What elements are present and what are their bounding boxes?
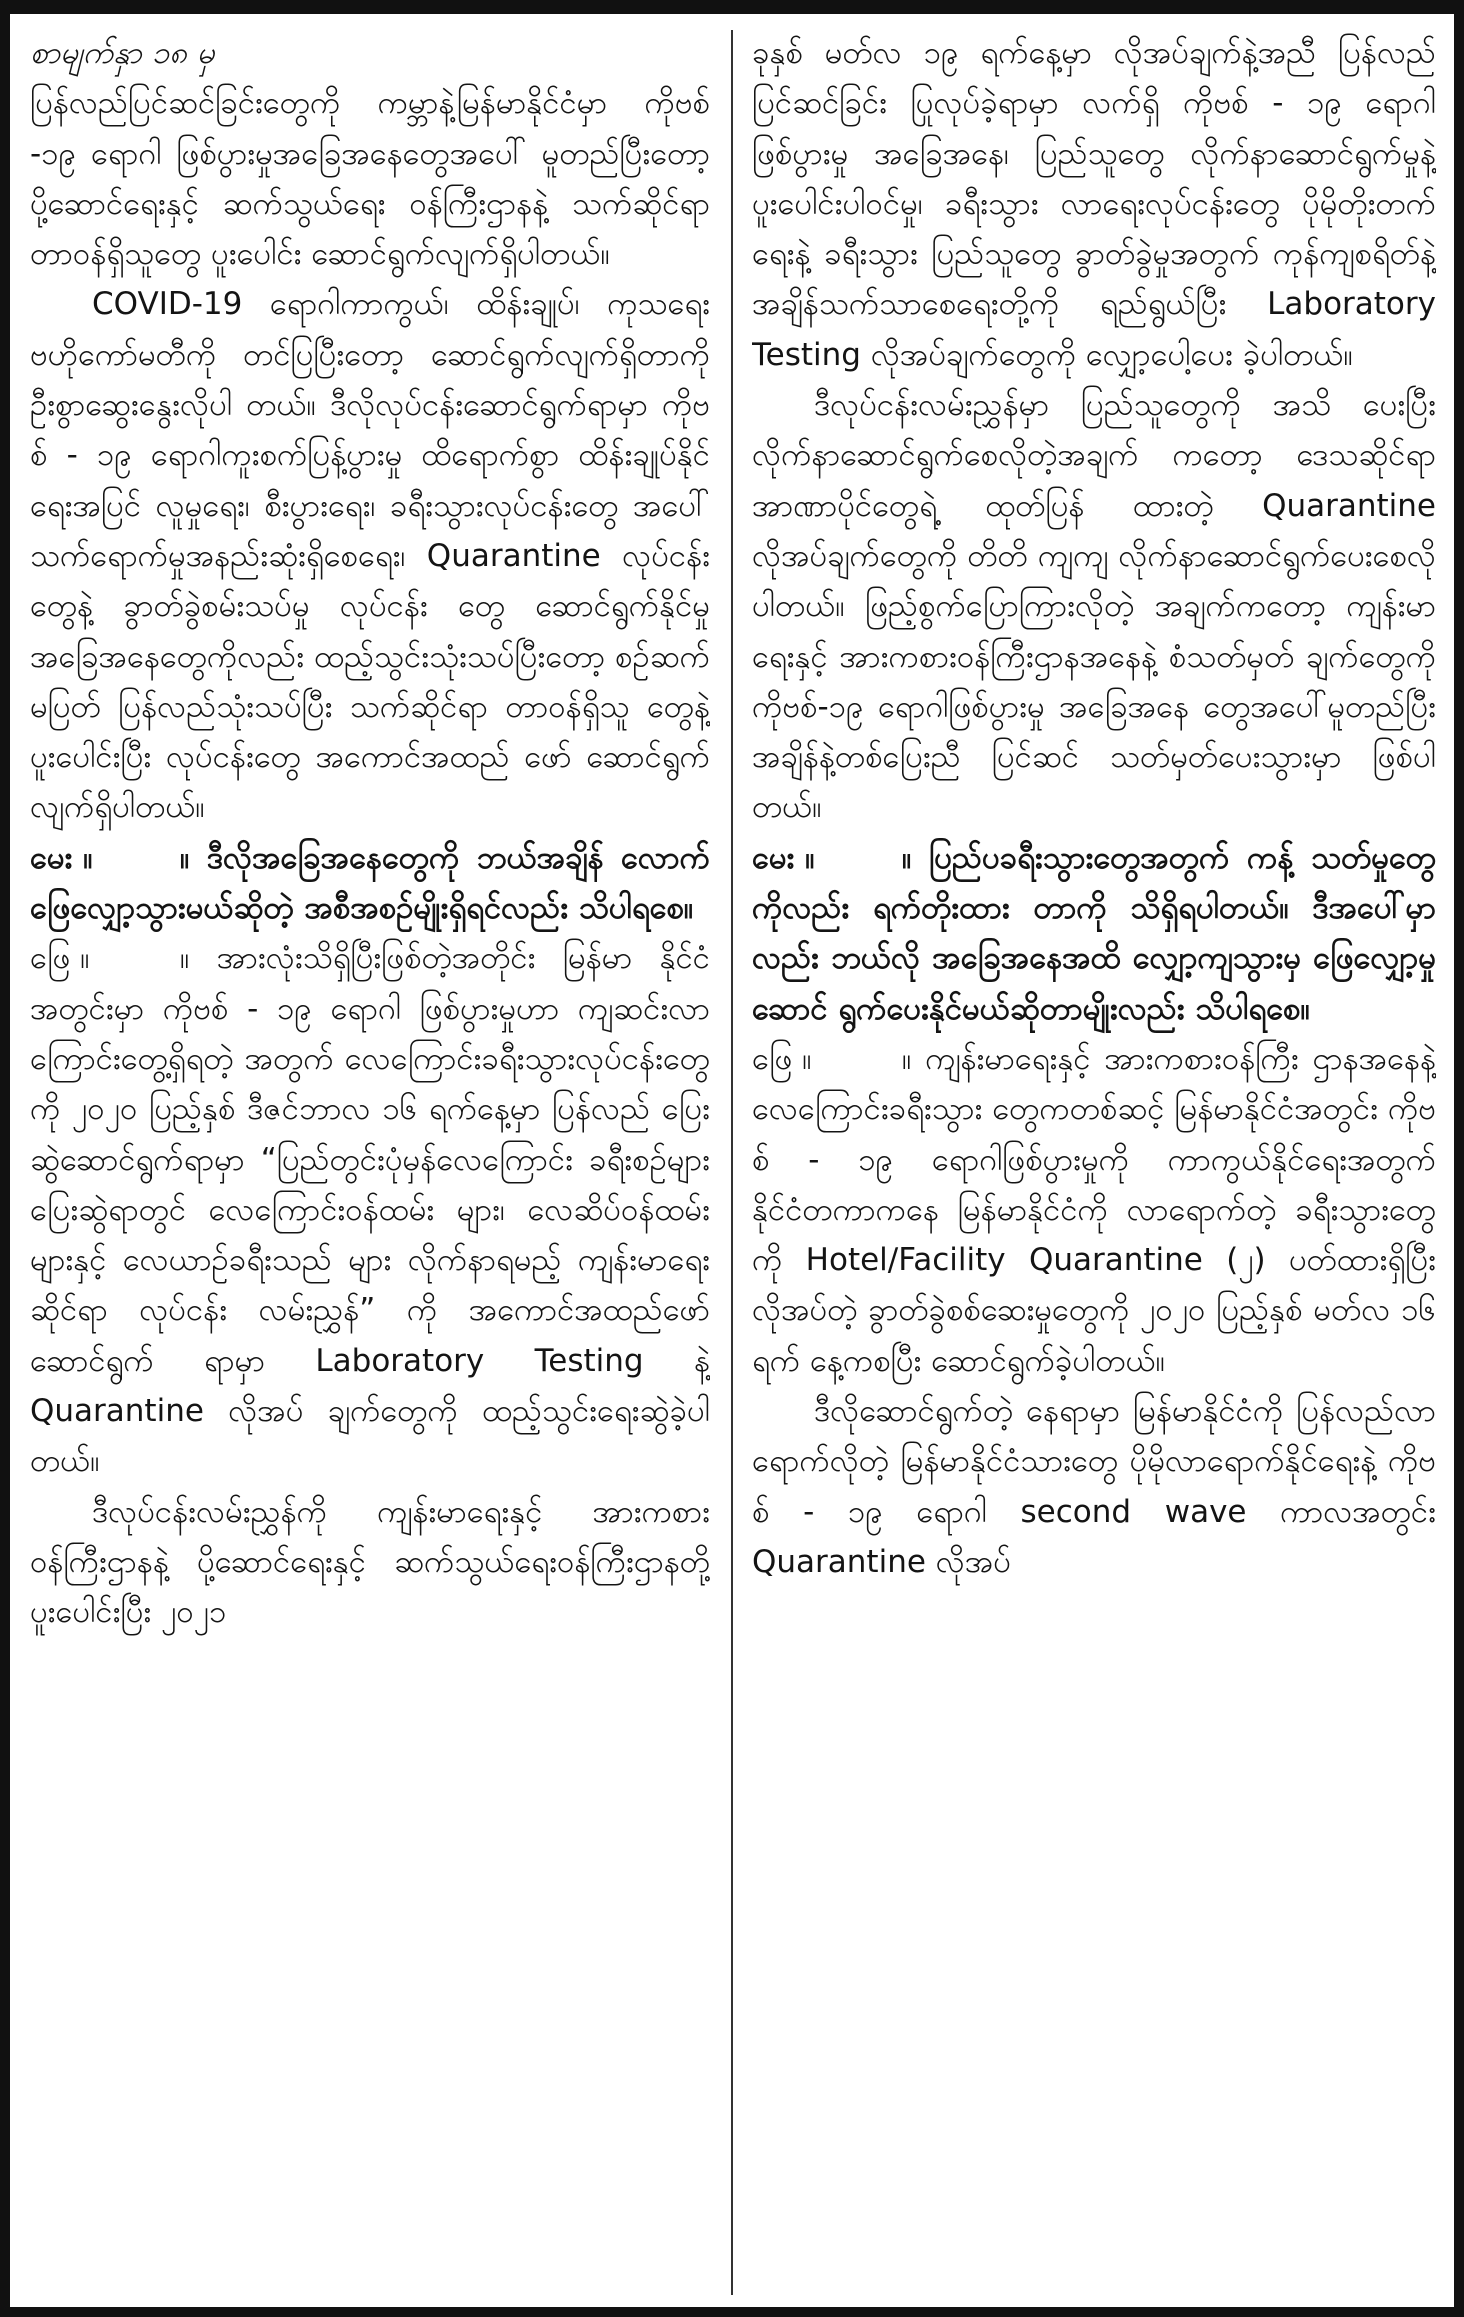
bottom-border: [0, 2307, 1464, 2317]
right-column: [752, 28, 1436, 2293]
answer-label: ဖြေ ။: [752, 1040, 812, 1077]
left-answer: [30, 933, 710, 1486]
question-label: မေး ။: [30, 839, 93, 876]
right-paragraph-3: ဒီလိုဆောင်ရွက်တဲ့ နေရာမှာ မြန်မာနိုင်ငံကို ပြန်လည်လာရောက်လိုတဲ့ မြန်မာနိုင်ငံသားတွေ ပိုမိုလာရောက်နိုင်ရေးနဲ့ ကိုဗစ် - ၁၉ ရောဂါ second wave ကာလအတွင်း Quarantine လိုအပ်: [752, 1393, 1436, 1580]
answer-label: ဖြေ ။: [30, 940, 90, 977]
right-paragraph-2: ဒီလုပ်ငန်းလမ်းညွှန်မှာ ပြည်သူတွေကို အသိ ပေးပြီး လိုက်နာဆောင်ရွက်စေလိုတဲ့အချက် ကတော့ ဒေသဆိုင်ရာအာဏာပိုင်တွေရဲ့ ထုတ်ပြန် ထားတဲ့ Quarantine လိုအပ်ချက်တွေကို တိတိ ကျကျ လိုက်နာဆောင်ရွက်ပေးစေလိုပါတယ်။ ဖြည့်စွက်ပြောကြားလိုတဲ့ အချက်ကတော့ ကျန်းမာ ရေးနှင့် အားကစားဝန်ကြီးဌာနအနေနဲ့ စံသတ်မှတ် ချက်တွေကို ကိုဗစ်-၁၉ ရောဂါဖြစ်ပွားမှု အခြေအနေ တွေအပေါ်မူတည်ပြီး အချိန်နဲ့တစ်ပြေးညီ ပြင်ဆင် သတ်မှတ်ပေးသွားမှာ ဖြစ်ပါတယ်။: [752, 387, 1436, 826]
column-divider: [731, 30, 733, 2295]
left-paragraph-3: ဒီလုပ်ငန်းလမ်းညွှန်ကို ကျန်းမာရေးနှင့် အားကစားဝန်ကြီးဌာနနဲ့ ပို့ဆောင်ရေးနှင့် ဆက်သွယ်ရေးဝန်ကြီးဌာနတို့ပူးပေါင်းပြီး ၂၀၂၁: [30, 1493, 710, 1631]
right-answer: [752, 1034, 1436, 1386]
right-border: [1454, 0, 1464, 2317]
continuation-title: စာမျက်နှာ ၁၈ မှ: [30, 35, 215, 71]
question-text: ။ ပြည်ပခရီးသွားတွေအတွက် ကန့် သတ်မှုတွေကိုလည်း ရက်တိုးထား တာကို သိရှိရပါတယ်။ ဒီအပေါ်မှာလည်း ဘယ်လို အခြေအနေအထိ လျှော့ကျသွားမှ ဖြေလျှော့မှု ဆောင် ရွက်ပေးနိုင်မယ်ဆိုတာမျိုးလည်း သိပါရစေ။: [752, 839, 1436, 1027]
top-border: [10, 0, 1454, 14]
left-paragraph-2: COVID-19 ရောဂါကာကွယ်၊ ထိန်းချုပ်၊ ကုသရေး ဗဟိုကော်မတီကို တင်ပြပြီးတော့ ဆောင်ရွက်လျက်ရှိတာကို ဦးစွာဆွေးနွေးလိုပါ တယ်။ ဒီလိုလုပ်ငန်းဆောင်ရွက်ရာမှာ ကိုဗစ် - ၁၉ ရောဂါကူးစက်ပြန့်ပွားမှု ထိရောက်စွာ ထိန်းချုပ်နိုင် ရေးအပြင် လူမှုရေး၊ စီးပွားရေး၊ ခရီးသွားလုပ်ငန်းတွေ အပေါ် သက်ရောက်မှုအနည်းဆုံးရှိစေရေး၊ Quarantine လုပ်ငန်းတွေနဲ့ ခွာတ်ခွဲစမ်းသပ်မှု လုပ်ငန်း တွေ ဆောင်ရွက်နိုင်မှုအခြေအနေတွေကိုလည်း ထည့်သွင်းသုံးသပ်ပြီးတော့ စဉ်ဆက်မပြတ် ပြန်လည်သုံးသပ်ပြီး သက်ဆိုင်ရာ တာဝန်ရှိသူ တွေနဲ့ပူးပေါင်းပြီး လုပ်ငန်းတွေ အကောင်အထည် ဖော် ဆောင်ရွက်လျက်ရှိပါတယ်။: [30, 286, 710, 826]
left-column: [30, 28, 710, 2293]
right-question: [752, 833, 1436, 1034]
question-label: မေး ။: [752, 839, 815, 876]
left-question: [30, 833, 710, 934]
left-paragraph-1: ပြန်လည်ပြင်ဆင်ခြင်းတွေကို ကမ္ဘာနဲ့မြန်မာနိုင်ငံမှာ ကိုဗစ် -၁၉ ရောဂါ ဖြစ်ပွားမှုအခြေအနေတွေအပေါ် မူတည်ပြီးတော့ ပို့ဆောင်ရေးနှင့် ဆက်သွယ်ရေး ဝန်ကြီးဌာနနဲ့ သက်ဆိုင်ရာတာဝန်ရှိသူတွေ ပူးပေါင်း ဆောင်ရွက်လျက်ရှိပါတယ်။: [30, 85, 710, 273]
answer-text: ။ အားလုံးသိရှိပြီးဖြစ်တဲ့အတိုင်း မြန်မာ နိုင်ငံအတွင်းမှာ ကိုဗစ် - ၁၉ ရောဂါ ဖြစ်ပွားမှုဟာ ကျဆင်းလာကြောင်းတွေ့ရှိရတဲ့ အတွက် လေကြောင်းခရီးသွားလုပ်ငန်းတွေကို ၂၀၂၀ ပြည့်နှစ် ဒီဇင်ဘာလ ၁၆ ရက်နေ့မှာ ပြန်လည် ပြေးဆွဲဆောင်ရွက်ရာမှာ “ပြည်တွင်းပုံမှန်လေကြောင်း ခရီးစဉ်များ ပြေးဆွဲရာတွင် လေကြောင်းဝန်ထမ်း များ၊ လေဆိပ်ဝန်ထမ်းများနှင့် လေယာဉ်ခရီးသည် များ လိုက်နာရမည့် ကျန်းမာရေးဆိုင်ရာ လုပ်ငန်း လမ်းညွှန်” ကို အကောင်အထည်ဖော် ဆောင်ရွက် ရာမှာ Laboratory Testing နဲ့ Quarantine လိုအပ် ချက်တွေကို ထည့်သွင်းရေးဆွဲခဲ့ပါတယ်။: [30, 940, 710, 1480]
answer-text: ။ ကျန်းမာရေးနှင့် အားကစားဝန်ကြီး ဌာနအနေနဲ့ လေကြောင်းခရီးသွား တွေကတစ်ဆင့် မြန်မာနိုင်ငံအတွင်း ကိုဗစ် - ၁၉ ရောဂါဖြစ်ပွားမှုကို ကာကွယ်နိုင်ရေးအတွက် နိုင်ငံတကာကနေ မြန်မာနိုင်ငံကို လာရောက်တဲ့ ခရီးသွားတွေကို Hotel/Facility Quarantine (၂) ပတ်ထားရှိပြီး လိုအပ်တဲ့ ခွာတ်ခွဲစစ်ဆေးမှုတွေကို ၂၀၂၀ ပြည့်နှစ် မတ်လ ၁၆ ရက် နေ့ကစပြီး ဆောင်ရွက်ခဲ့ပါတယ်။: [752, 1040, 1436, 1379]
left-border: [0, 0, 10, 2317]
right-paragraph-1: ခုနှစ် မတ်လ ၁၉ ရက်နေ့မှာ လိုအပ်ချက်နဲ့အညီ ပြန်လည်ပြင်ဆင်ခြင်း ပြုလုပ်ခဲ့ရာမှာ လက်ရှိ ကိုဗစ် - ၁၉ ရောဂါ ဖြစ်ပွားမှု အခြေအနေ၊ ပြည်သူတွေ လိုက်နာဆောင်ရွက်မှုနဲ့ ပူးပေါင်းပါဝင်မှု၊ ခရီးသွား လာရေးလုပ်ငန်းတွေ ပိုမိုတိုးတက်ရေးနဲ့ ခရီးသွား ပြည်သူတွေ ခွာတ်ခွဲမှုအတွက် ကုန်ကျစရိတ်နဲ့ အချိန်သက်သာစေရေးတို့ကို ရည်ရွယ်ပြီး Laboratory Testing လိုအပ်ချက်တွေကို လျှော့ပေါ့ပေး ခဲ့ပါတယ်။: [752, 35, 1436, 373]
question-text: ။ ဒီလိုအခြေအနေတွေကို ဘယ်အချိန် လောက် ဖြေလျှော့သွားမယ်ဆိုတဲ့ အစီအစဉ်မျိုးရှိရင်လည်း သိပါရစေ။: [30, 839, 710, 927]
